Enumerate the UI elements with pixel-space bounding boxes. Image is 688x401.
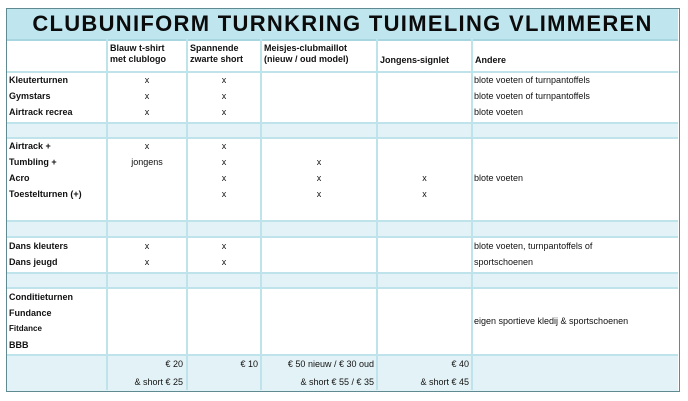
cell-tshirt: x <box>144 141 150 151</box>
note-text: eigen sportieve kledij & sportschoenen <box>474 316 629 326</box>
row-label: BBB <box>9 340 29 350</box>
table-title: CLUBUNIFORM TURNKRING TUIMELING VLIMMEREN <box>7 9 678 41</box>
row-label: Fundance <box>9 308 52 318</box>
cell-short: x <box>221 107 227 117</box>
cell-maillot: x <box>316 173 322 183</box>
column-divider <box>260 39 262 390</box>
cell-maillot: x <box>316 157 322 167</box>
row-label: Kleuterturnen <box>9 75 69 85</box>
price-tshirt: € 20 <box>165 359 183 369</box>
column-header-tshirt: Blauw t-shirt met clublogo <box>110 43 166 64</box>
cell-short: x <box>221 141 227 151</box>
price-singlet: € 40 <box>451 359 469 369</box>
note-text: sportschoenen <box>474 257 534 267</box>
column-header-other: Andere <box>475 55 507 65</box>
row-label: Toestelturnen (+) <box>9 189 82 199</box>
row-label: Tumbling + <box>9 157 57 167</box>
price-tshirt-combo: & short € 25 <box>134 377 183 387</box>
note-text: blote voeten <box>474 107 524 117</box>
column-divider <box>471 39 473 390</box>
cell-short: x <box>221 241 227 251</box>
row-label: Gymstars <box>9 91 51 101</box>
price-maillot-combo: & short € 55 / € 35 <box>300 377 374 387</box>
column-divider <box>376 39 378 390</box>
note-text: blote voeten <box>474 173 524 183</box>
uniform-table <box>6 8 680 392</box>
cell-tshirt: jongens <box>131 157 163 167</box>
cell-short: x <box>221 157 227 167</box>
cell-tshirt: x <box>144 75 150 85</box>
price-maillot: € 50 nieuw / € 30 oud <box>287 359 374 369</box>
row-label: Airtrack + <box>9 141 51 151</box>
cell-tshirt: x <box>144 257 150 267</box>
note-text: blote voeten, turnpantoffels of <box>474 241 593 251</box>
row-label: Dans jeugd <box>9 257 58 267</box>
cell-tshirt: x <box>144 107 150 117</box>
note-text: blote voeten of turnpantoffels <box>474 91 590 101</box>
cell-tshirt: x <box>144 241 150 251</box>
note-text: blote voeten of turnpantoffels <box>474 75 590 85</box>
row-label: Dans kleuters <box>9 241 69 251</box>
column-header-singlet: Jongens-signlet <box>380 55 450 65</box>
price-singlet-combo: & short € 45 <box>420 377 469 387</box>
cell-singlet: x <box>422 189 427 199</box>
price-short: € 10 <box>240 359 258 369</box>
row-label: Airtrack recrea <box>9 107 73 117</box>
row-label: Fitdance <box>9 324 42 333</box>
cell-short: x <box>221 75 227 85</box>
cell-singlet: x <box>422 173 427 183</box>
column-header-maillot: Meisjes-clubmaillot (nieuw / oud model) <box>264 43 349 64</box>
cell-short: x <box>221 173 227 183</box>
row-label: Conditieturnen <box>9 292 73 302</box>
column-header-short: Spannende zwarte short <box>190 43 244 64</box>
cell-short: x <box>221 91 227 101</box>
cell-maillot: x <box>316 189 322 199</box>
cell-short: x <box>221 189 227 199</box>
row-label: Acro <box>9 173 30 183</box>
cell-short: x <box>221 257 227 267</box>
cell-tshirt: x <box>144 91 150 101</box>
